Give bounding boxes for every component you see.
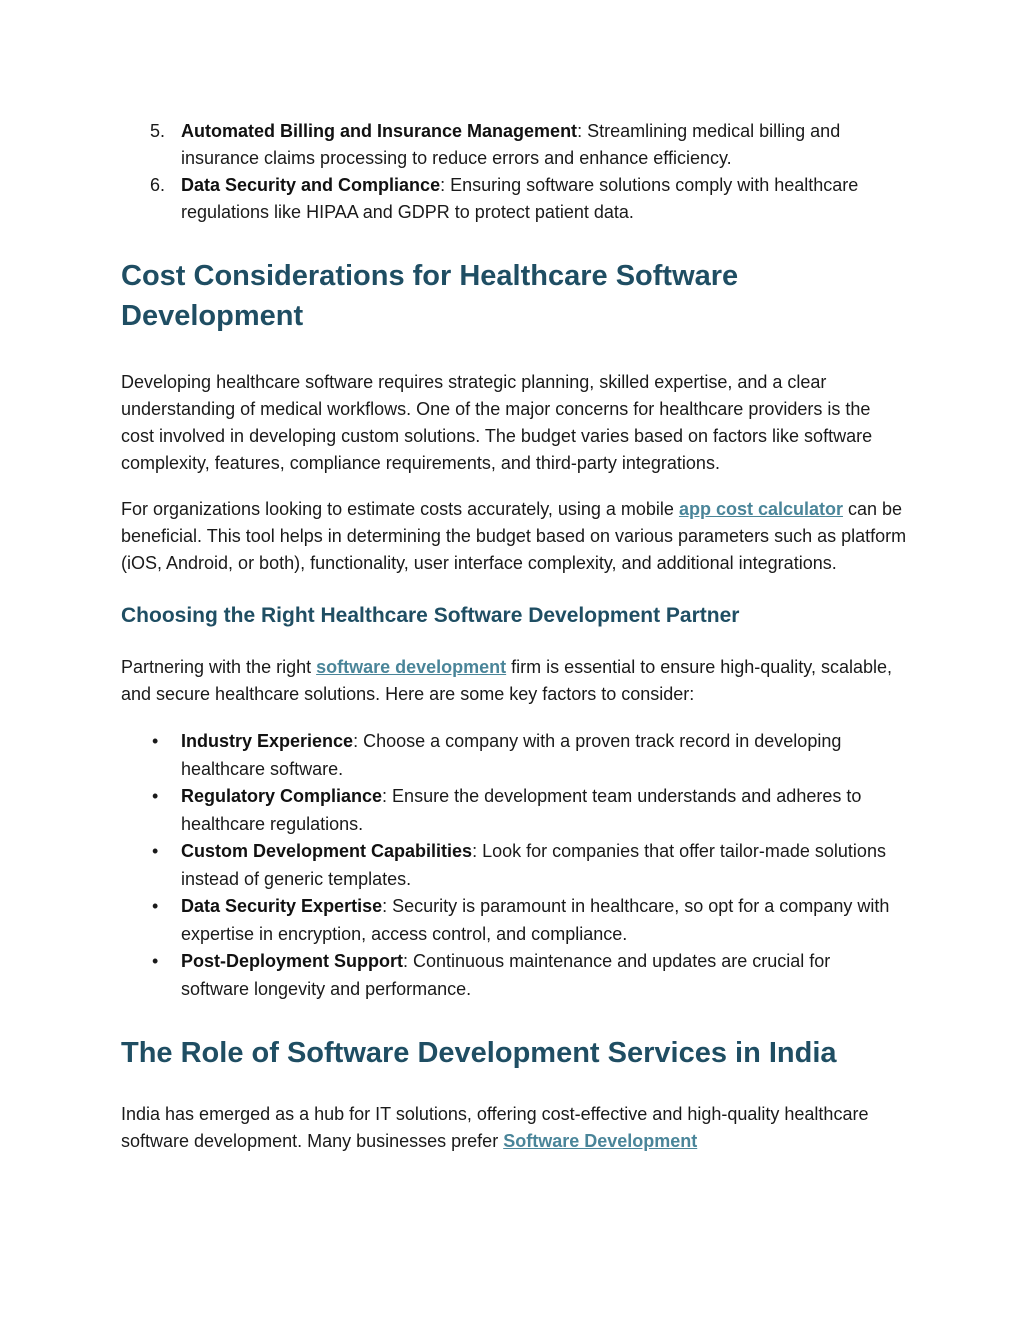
list-item — [121, 948, 901, 1003]
cost-paragraph: Developing healthcare software requires strategic planning, skilled expertise, and a clear understanding of medical workflows. One of the major concerns for healthcare providers is the cost involved in developing custom solutions. The budget varies based on factors like software complexity, features, compliance requirements, and third-party integrations. — [121, 372, 873, 473]
list-item — [121, 118, 881, 172]
list-item-term: Data Security Expertise — [181, 896, 383, 916]
app-cost-calculator-link[interactable]: app cost calculator — [678, 499, 844, 519]
document-page — [121, 118, 911, 1155]
list-item-desc: : Ensuring software solutions comply with healthcare regulations like HIPAA and GDPR to protect patient data. — [181, 175, 859, 222]
numbered-list — [121, 118, 911, 226]
bullet-icon: • — [152, 786, 159, 806]
list-item — [121, 728, 901, 783]
list-item-desc: : Streamlining medical billing and insurance claims processing to reduce errors and enhance efficiency. — [181, 121, 841, 168]
partner-text-before: Partnering with the right — [121, 657, 317, 677]
list-number: 5. — [150, 121, 166, 141]
cost-heading: Cost Considerations for Healthcare Software Development — [121, 260, 739, 332]
calculator-text-after: can be beneficial. This tool helps in determining the budget based on various parameters such as platform (iOS, Android, or both), functionality, user interface complexity, and additional integrations. — [121, 499, 907, 573]
partner-text-after: firm is essential to ensure high-quality, scalable, and secure healthcare solutions. Here are some key factors to consider: — [121, 657, 893, 704]
list-number: 6. — [150, 175, 166, 195]
bullet-icon: • — [152, 951, 159, 971]
list-item-term: Data Security and Compliance — [181, 175, 441, 195]
list-item-term: Industry Experience — [181, 731, 354, 751]
list-item-desc: : Continuous maintenance and updates are crucial for software longevity and performance. — [181, 951, 831, 999]
partner-paragraph — [121, 654, 911, 708]
list-item — [121, 838, 901, 893]
calculator-text-before: For organizations looking to estimate costs accurately, using a mobile — [121, 499, 679, 519]
partner-heading: Choosing the Right Healthcare Software Development Partner — [121, 604, 740, 627]
india-paragraph — [121, 1101, 881, 1155]
list-item-desc: : Choose a company with a proven track record in developing healthcare software. — [181, 731, 842, 779]
list-item — [121, 783, 901, 838]
factors-list — [121, 728, 911, 1003]
software-development-link[interactable]: software development — [316, 657, 507, 677]
list-item-desc: : Ensure the development team understands and adheres to healthcare regulations. — [181, 786, 862, 834]
bullet-icon: • — [152, 731, 159, 751]
bullet-icon: • — [152, 841, 159, 861]
software-development-services-link[interactable]: Software Development — [503, 1131, 698, 1151]
list-item-desc: : Look for companies that offer tailor-made solutions instead of generic templates. — [181, 841, 886, 889]
list-item — [121, 893, 901, 948]
list-item-term: Regulatory Compliance — [181, 786, 383, 806]
bullet-icon: • — [152, 896, 159, 916]
india-heading: The Role of Software Development Services in India — [121, 1037, 837, 1069]
list-item — [121, 172, 881, 226]
calculator-paragraph — [121, 496, 911, 577]
list-item-desc: : Security is paramount in healthcare, so opt for a company with expertise in encryption, access control, and compliance. — [181, 896, 890, 944]
list-item-term: Automated Billing and Insurance Management — [181, 121, 578, 141]
list-item-term: Post-Deployment Support — [181, 951, 404, 971]
india-text-before: India has emerged as a hub for IT solutions, offering cost-effective and high-quality healthcare software development. Many businesses prefer — [121, 1104, 869, 1151]
list-item-term: Custom Development Capabilities — [181, 841, 473, 861]
